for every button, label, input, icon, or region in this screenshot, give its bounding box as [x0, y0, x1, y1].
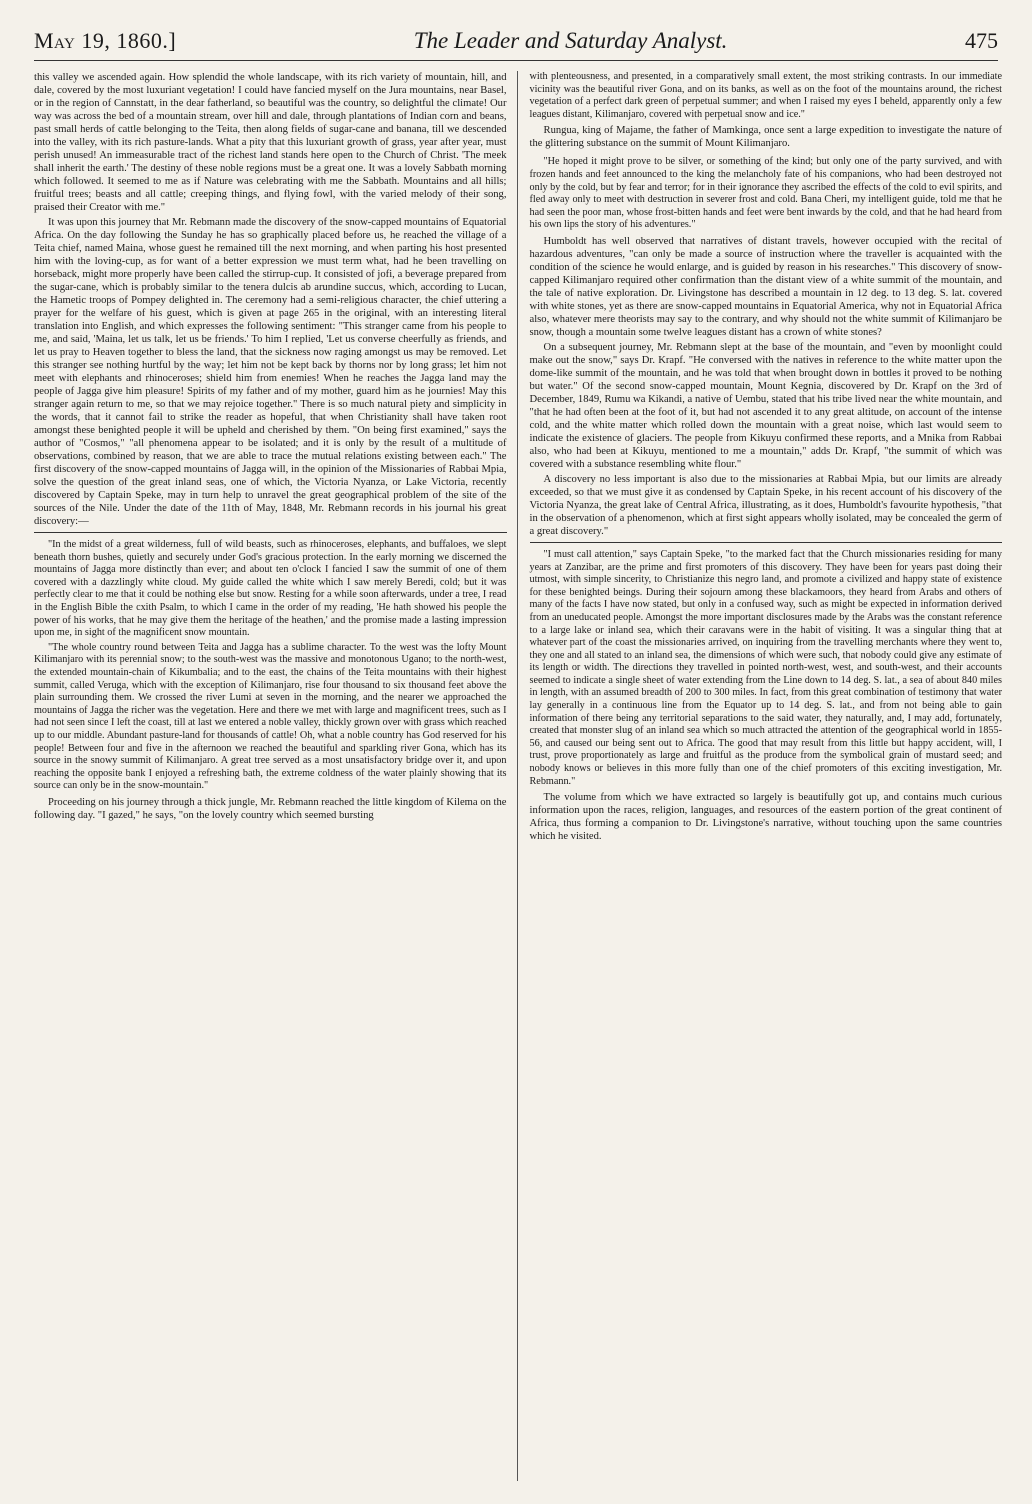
left-column [34, 71, 517, 1481]
publication-title: The Leader and Saturday Analyst. [413, 28, 728, 53]
paragraph: Humboldt has well observed that narratives of distant travels, however occupied with the recital of hazardous adventures, "can only be made a source of instruction where the traveller is acquainted with the condition of the science he would enlarge, and is guided by reason in his researches." This discovery of snow-capped Kilimanjaro required other confirmation than the distant view of a white summit of the mountain, and the tale of native exploration. Dr. Livingstone has described a mountain in 12 deg. to 13 deg. S. lat. covered with white stones, yet as there are snow-capped mountains in Equatorial America, why not in Equatorial Africa also, whatever mere theorists may say to the contrary, and why should not the white summit of Kilimanjaro be snow, though a mountain some twelve leagues distant has a crown of white stones? [529, 235, 1002, 338]
right-column [517, 71, 1003, 1481]
page-number: 475 [965, 28, 998, 53]
quotation [530, 549, 1003, 788]
paragraph: It was upon this journey that Mr. Rebmann made the discovery of the snow-capped mountains of Equatorial Africa. On the day following the Sunday he has so graphically placed before us, he reached the village of a Teita chief, named Maina, whose guest he remained till the next morning, and when parting his host presented him with the loving-cup, as for want of a better expression we must term what, had he been travelling on horseback, might more properly have been called the stirrup-cup. It consisted of jofi, a beverage prepared from the sugar-cane, which is probably similar to the tenera dulcis ab arundine succus, which, according to Lucan, the Hametic troops of Pompey delighted in. The ceremony had a semi-religious character, the chief uttering a prayer for the welfare of his guest, which is given at page 265 in the original, with an interesting literal translation into English, and which expresses the following sentiment: "This stranger came from his people to me, and said, 'Maina, let us talk, let us be friends.' To him I replied, 'Let us converse cheerfully as friends, and let us pray to Heaven together to bless the land, that the sickness now raging amongst us may be removed. Let this stranger see nothing hurtful by the way; let him not be kept back by thorns nor by long grass; let him not meet with elephants and rhinoceroses; shield him from enemies! When he reaches the Jagga land may the people of Jagga give him pleasure! Spirits of my father and of my mother, guard him as he journies! May this stranger again return to me, so that we may rejoice together." There is so much natural piety and simplicity in the words, that it cannot fail to strike the reader as hopeful, that when Christianity shall have taken root amongst these benighted people it will be upheld and cherished by them. "On being first examined," says the author of "Cosmos," "all phenomena appear to be isolated; and it is only by the result of a multitude of observations, combined by reason, that we are able to trace the mutual relations existing between each." The first discovery of the snow-capped mountains of Jagga will, in the opinion of the Missionaries of Rabbai Mpia, solve the question of the great inland seas, one of which, the Victoria Nyanza, or Lake Victoria, recently discovered by Captain Speke, may in turn help to unravel the great geographical problem of the site of the sources of the Nile. Under the date of the 11th of May, 1848, Mr. Rebmann records in his journal his great discovery:— [34, 217, 507, 527]
paragraph: Rungua, king of Majame, the father of Mamkinga, once sent a large expedition to investigate the nature of the glittering substance on the summit of Mount Kilimanjaro. [529, 125, 1002, 150]
paragraph: On a subsequent journey, Mr. Rebmann slept at the base of the mountain, and "even by moonlight could make out the snow," says Dr. Krapf. "He conversed with the natives in reference to the white matter upon the dome-like summit of the mountain, and he was told that when brought down in bottles it proved to be nothing but water." Of the second snow-capped mountain, Mount Kegnia, discovered by Dr. Krapf on the 3rd of December, 1849, Rumu wa Kikandi, a native of Uembu, stated that his tribe lived near the white mountain, and "that he had often been at the foot of it, but had not ascended it to any great altitude, on account of the intense cold, and the white matter which rolled down the mountain with a great noise, which last would seem to indicate the existence of glaciers. The people from Kikuyu confirmed these reports, and a Mnika from Rabbai also, who had been at Kikuyu, mentioned to me a mountain," adds Dr. Krapf, "the summit of which was covered with a substance resembling white flour." [529, 341, 1002, 470]
article-columns [34, 71, 1002, 1481]
quote-paragraph: "I must call attention," says Captain Speke, "to the marked fact that the Church missionaries residing for many years at Zanzibar, are the prime and first promoters of this discovery. They have been for years past doing their utmost, with simple sincerity, to Christianize this negro land, and promote a civilized and happy state of existence for these benighted beings. During their sojourn among these blackamoors, they heard from Arabs and others of many of the facts I have now stated, but only in a confused way, such as might be expected in information derived from an uneducated people. Amongst the more important disclosures made by the Arabs was the constant reference to a large lake or inland sea, which their caravans were in the habit of visiting. It was a singular thing that at whatever part of the coast the missionaries arrived, on inquiring from the travelling merchants where they went to, they one and all stated to an inland sea, the dimensions of which were such, that nobody could give any estimate of its length or width. The directions they travelled in pointed north-west, west, and south-west, and their accounts seemed to indicate a single sheet of water extending from the Line down to 14 deg. S. lat., a sea of about 840 miles in length, with an assumed breadth of 200 to 300 miles. In fact, from this great combination of testimony that water lay generally in a continuous line from the Equator up to 14 deg. S. lat., and from not being able to gain information of there being any territorial separations to the said water, they naturally, and, I may add, fortunately, created that monster slug of an inland sea which so much attracted the attention of the geographical world in 1855-56, and caused our being sent out to Africa. The good that may result from this little but happy accident, will, I trust, prove proportionately as large and fruitful as the produce from the symbolical grain of mustard seed; and nobody knows or believes in this more fully than one of the chief promoters of this exciting investigation, Mr. Rebmann." [529, 548, 1002, 787]
divider [34, 532, 507, 533]
paragraph: Proceeding on his journey through a thick jungle, Mr. Rebmann reached the little kingdom of Kilema on the following day. "I gazed," he says, "on the lovely country which seemed bursting [34, 796, 507, 821]
quote-paragraph: with plenteousness, and presented, in a comparatively small extent, the most striking contrasts. In our immediate vicinity was the beautiful river Gona, and on its banks, as well as on the foot of the mountains around, the richest vegetation of a perfect dark green of perpetual summer; and when I raised my eyes I beheld, apparently only a few leagues distant, Kilimanjaro, covered with perpetual snow and ice." [529, 71, 1002, 120]
quote-paragraph: "He hoped it might prove to be silver, or something of the kind; but only one of the party survived, and with frozen hands and feet announced to the king the melancholy fate of his companions, who had been destroyed not only by the cold, but by fear and terror; for in their ignorance they ascribed the effects of the cold to evil spirits, and fled away only to meet with destruction in severer frost and cold. Bana Cheri, my intelligent guide, told me that he had seen the poor man, whose frost-bitten hands and feet were bent inwards by the cold, and that he had heard from his own lips the story of his adventures." [529, 156, 1002, 231]
paragraph: The volume from which we have extracted so largely is beautifully got up, and contains much curious information upon the races, religion, languages, and resources of the eastern portion of the great continent of Africa, thus forming a companion to Dr. Livingstone's narrative, without touching upon the same countries which he visited. [529, 792, 1002, 843]
issue-date: May 19, 1860.] [34, 28, 177, 53]
paragraph: A discovery no less important is also due to the missionaries at Rabbai Mpia, but our limits are already exceeded, so that we must give it as condensed by Captain Speke, in his recent account of his discovery of the Victoria Nyanza, the great lake of Central Africa, illustrating, as it does, Humboldt's favourite hypothesis, "that in the observation of a phenomenon, which at first sight appears wholly isolated, may be concealed the germ of a great discovery." [529, 473, 1002, 537]
quotation [34, 539, 507, 793]
quotation [530, 156, 1003, 232]
divider [530, 542, 1003, 543]
paragraph: this valley we ascended again. How splendid the whole landscape, with its rich variety of mountain, hill, and dale, covered by the most luxuriant vegetation! I could have fancied myself on the Jura mountains, near Basel, or in the region of Cannstatt, in the dear fatherland, so beautiful was the country, so delightful the climate! Our way was across the bed of a mountain stream, over hill and dale, through plantations of Indian corn and beans, past small herds of cattle belonging to the Teita, then along fields of sugar-cane and banana, till we descended into the valley, with its rich pasture-lands. What a pity that this luxuriant growth of grass, year after year, must perish unused! An immeasurable tract of the richest land stands here open to the Church of Christ. 'The meek shall inherit the earth.' The destiny of these noble regions must be a great one. It was a lovely Sabbath morning which followed. It seemed to me as if Nature was celebrating with me the Sabbath. Mountains and all hills; fruitful trees; beasts and all cattle; creeping things, and flying fowl, with the varied melody of their song, praised their Creator with me." [34, 72, 507, 213]
quotation [530, 71, 1003, 121]
quote-paragraph: "In the midst of a great wilderness, full of wild beasts, such as rhinoceroses, elephants, and buffaloes, we slept beneath thorn bushes, quietly and securely under God's gracious protection. In the early morning we discerned the mountains of Jagga more distinctly than ever; and about ten o'clock I fancied I saw the summit of one of them covered with a dazzlingly white cloud. My guide called the white which I saw merely Beredi, cold; but it was perfectly clear to me that it could be nothing else but snow. Resting for a while soon afterwards, under a tree, I read in the English Bible the cxith Psalm, to which I came in the order of my reading, 'He hath showed his people the power of his works, that he may give them the heritage of the heathen,' and the promise made a lasting impression upon me, in sight of the magnificent snow mountain. [34, 539, 507, 639]
masthead [34, 28, 998, 61]
quote-paragraph: "The whole country round between Teita and Jagga has a sublime character. To the west was the lofty Mount Kilimanjaro with its perennial snow; to the south-west was the massive and monotonous Ugano; to the north-west, the extended mountain-chain of Kikumbalia; and to the east, the chains of the Teita mountains with their highest summit, called Veruga, which with the exception of Kilimanjaro, rise four thousand to six thousand feet above the plain surrounding them. We crossed the river Lumi at seven in the morning, and the nearer we approached the mountains of Jagga the richer was the vegetation. Here and there we met with large and magnificent trees, such as I had not seen since I left the coast, till at last we entered a noble valley, thickly grown over with grass which reached up to our middle. Abundant pasture-land for thousands of cattle! Oh, what a noble country has God reserved for his people! Between four and five in the afternoon we reached the beautiful and sparkling river Gona, which has its source in the snowy summit of Kilimanjaro. A great tree served as a most unsatisfactory bridge over it, and upon reaching the opposite bank I enjoyed a refreshing bath, the extreme coldness of the water plainly showing that its source can only be in the snow-mountain." [34, 641, 507, 792]
